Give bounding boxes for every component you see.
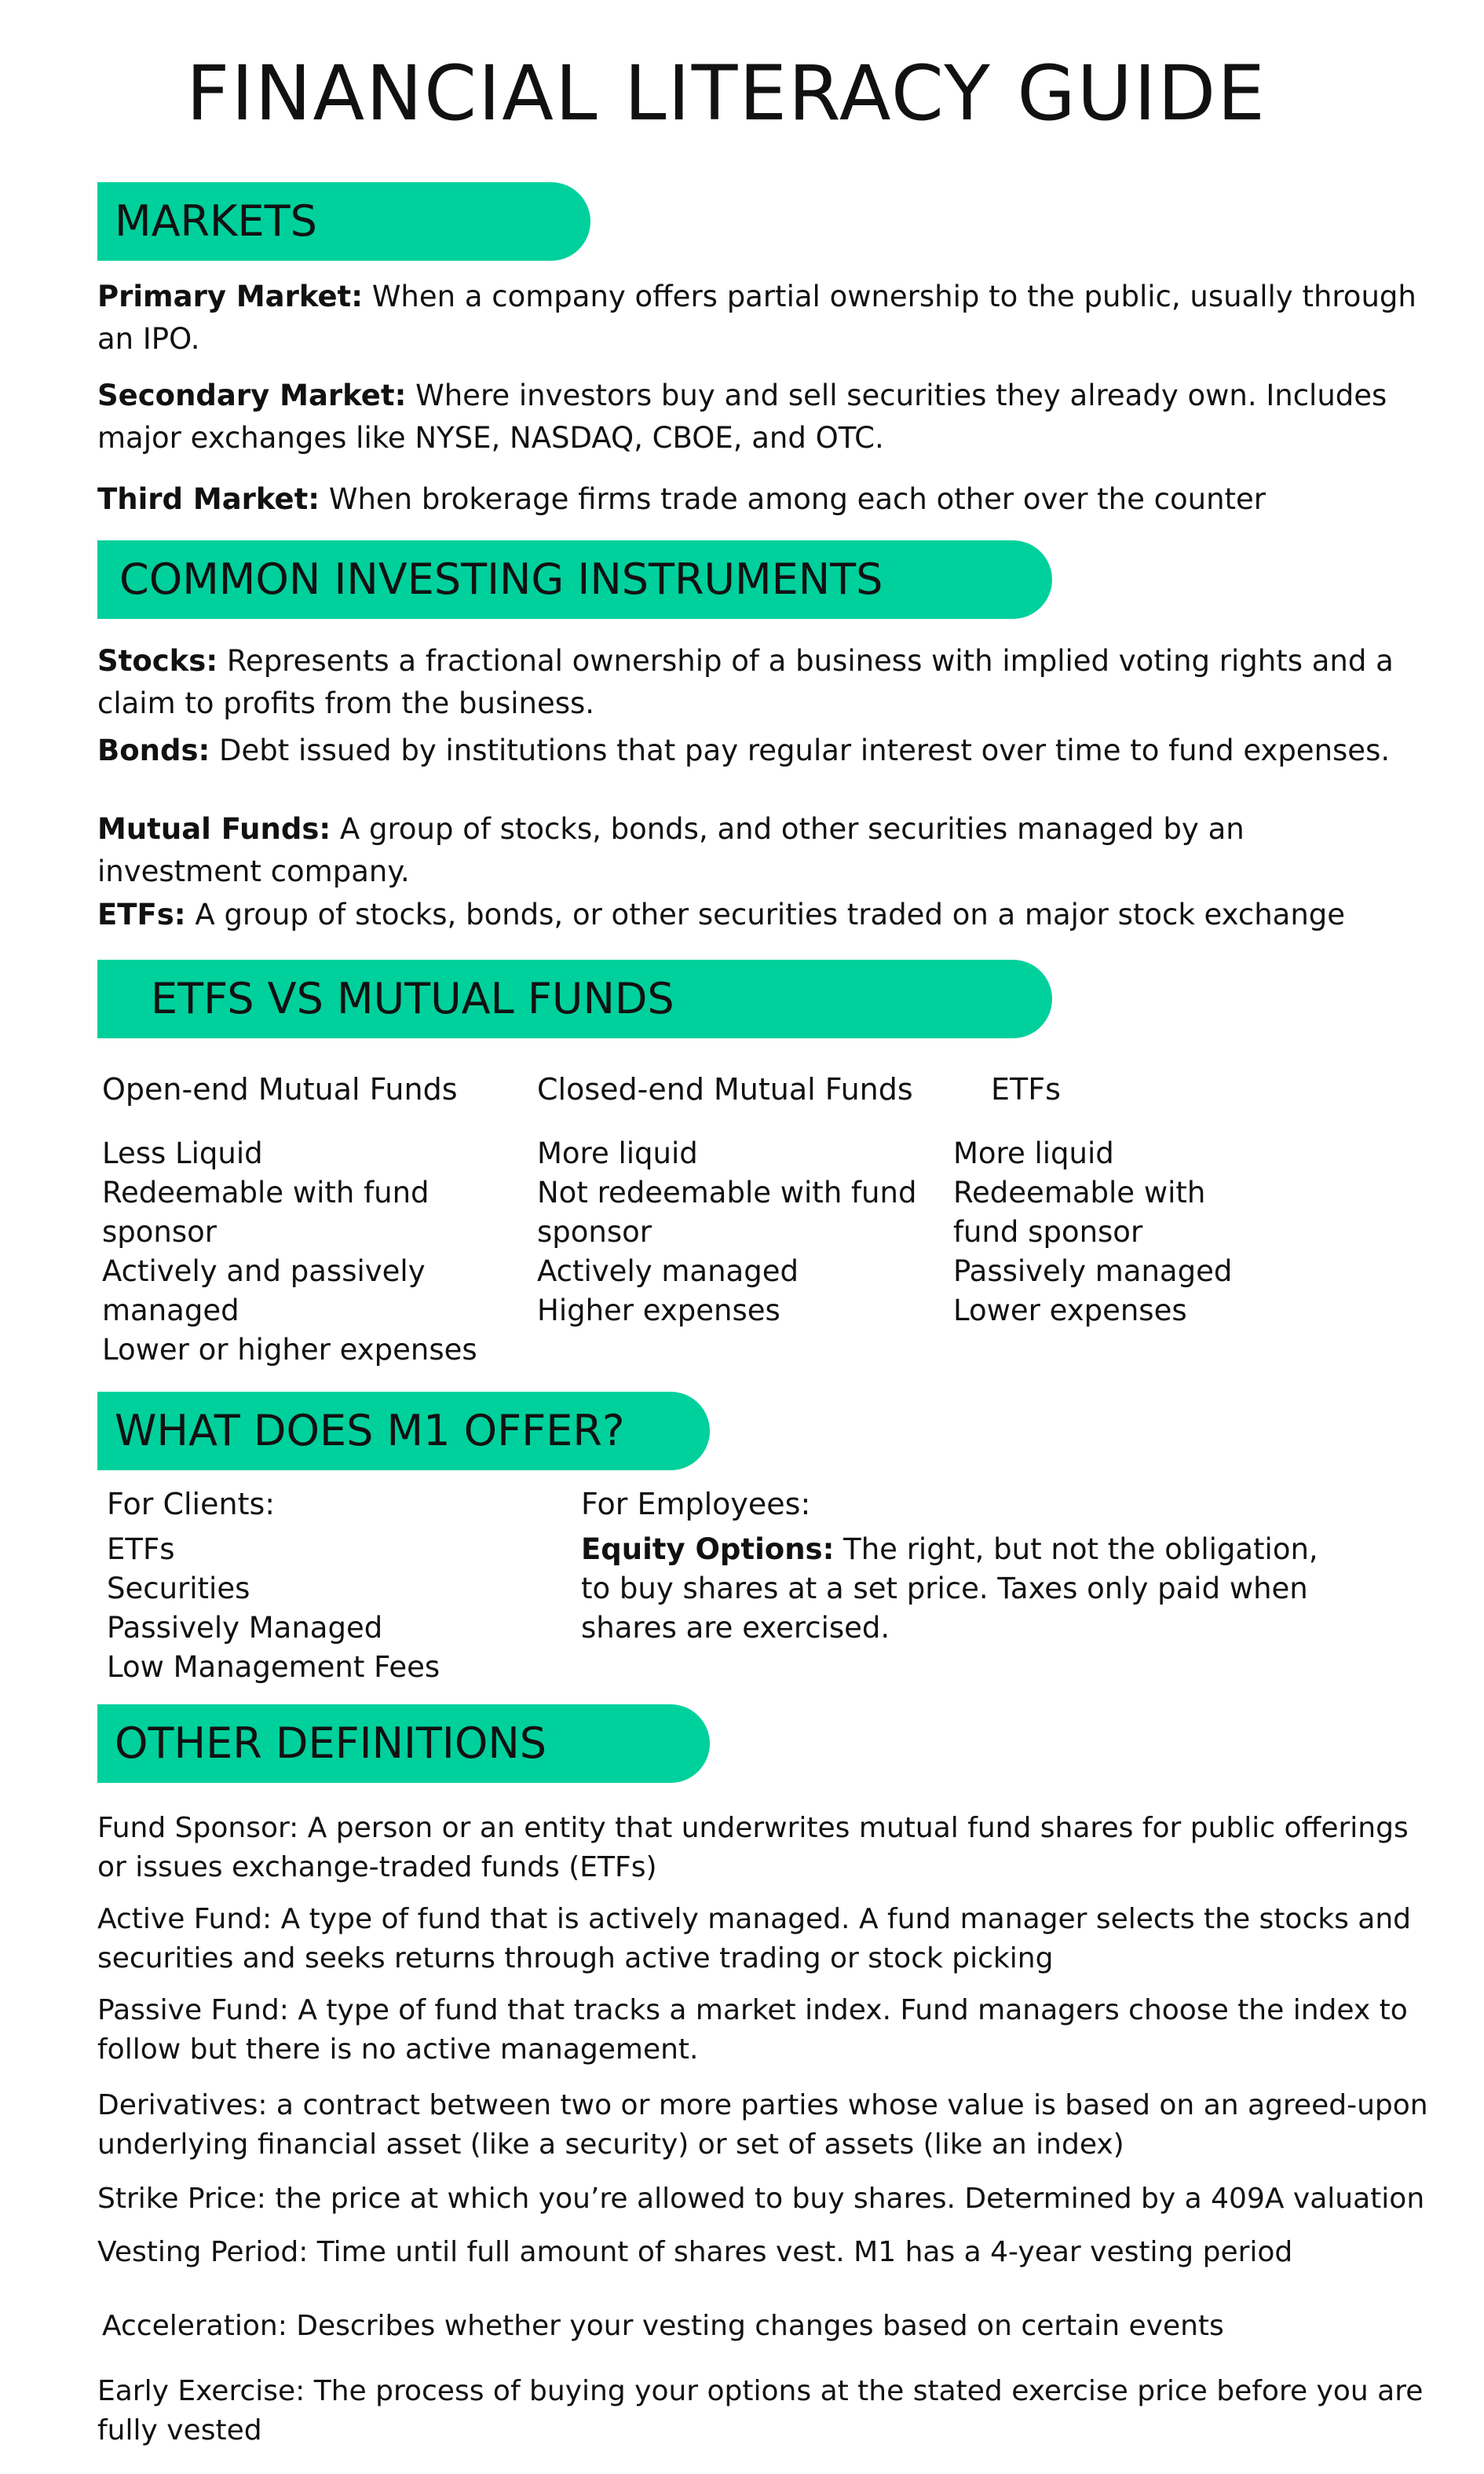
comparison-column-open-end (102, 1134, 495, 1370)
section-banner-definitions (97, 1704, 710, 1783)
definition-third-market (97, 478, 1416, 521)
list-item: Low Management Fees (107, 1650, 440, 1684)
column-header-closed-end: Closed-end Mutual Funds (537, 1072, 913, 1107)
definition-active-fund: Active Fund: A type of fund that is actively managed. A fund manager selects the stocks and securities and seeks returns through active trading or stock picking (97, 1903, 1412, 1974)
term: ETFs: (97, 898, 186, 931)
section-banner-offer (97, 1392, 710, 1470)
term: Equity Options: (581, 1532, 835, 1566)
definition-fund-sponsor: Fund Sponsor: A person or an entity that underwrites mutual fund shares for public offerings or issues exchange-traded funds (ETFs) (97, 1812, 1409, 1883)
section-banner-markets (97, 182, 590, 261)
term: Bonds: (97, 734, 210, 767)
list-item: Higher expenses (537, 1294, 780, 1327)
list-item: Lower expenses (953, 1294, 1187, 1327)
list-item: Less Liquid (102, 1136, 263, 1170)
list-item: Redeemable with fund sponsor (102, 1176, 429, 1249)
list-item: Redeemable with fund sponsor (953, 1176, 1206, 1249)
section-heading: OTHER DEFINITIONS (115, 1718, 546, 1768)
definition-strike-price: Strike Price: the price at which you’re allowed to buy shares. Determined by a 409A valuation (97, 2183, 1425, 2215)
section-heading: COMMON INVESTING INSTRUMENTS (119, 554, 883, 604)
column-header-open-end: Open-end Mutual Funds (102, 1072, 458, 1107)
section-banner-instruments (97, 540, 1052, 619)
definition-bonds (97, 730, 1416, 772)
definition-early-exercise: Early Exercise: The process of buying your options at the stated exercise price before you are fully vested (97, 2375, 1424, 2447)
term-text: When brokerage firms trade among each other over the counter (328, 482, 1267, 516)
definition-mutual-funds (97, 808, 1416, 893)
clients-list (107, 1530, 578, 1687)
list-item: Passively Managed (107, 1611, 383, 1645)
definition-passive-fund: Passive Fund: A type of fund that tracks a market index. Fund managers choose the index to follow but there is no active management. (97, 1994, 1408, 2066)
list-item: ETFs (107, 1532, 175, 1566)
term: Stocks: (97, 644, 218, 678)
section-banner-comparison (97, 960, 1052, 1038)
term: Mutual Funds: (97, 812, 331, 846)
term-text: A group of stocks, bonds, and other securities managed by an investment company. (97, 812, 1245, 888)
term-text: A group of stocks, bonds, or other securities traded on a major stock exchange (195, 898, 1346, 931)
column-header-etfs: ETFs (991, 1072, 1061, 1107)
employees-header: For Employees: (581, 1487, 811, 1521)
term-text: Where investors buy and sell securities they already own. Includes major exchanges like NYSE, NASDAQ, CBOE, and OTC. (97, 379, 1387, 455)
page-title: FINANCIAL LITERACY GUIDE (186, 49, 1267, 137)
term-text: Debt issued by institutions that pay regular interest over time to fund expenses. (219, 734, 1391, 767)
list-item: Securities (107, 1572, 250, 1605)
employees-equity-options (581, 1530, 1351, 1648)
section-heading: MARKETS (115, 196, 317, 246)
definition-derivatives: Derivatives: a contract between two or more parties whose value is based on an agreed-upon underlying financial asset (like a security) or set of assets (like an index) (97, 2089, 1428, 2161)
term: Secondary Market: (97, 379, 407, 412)
term: Primary Market: (97, 280, 364, 313)
definition-etfs (97, 894, 1416, 936)
term-text: When a company offers partial ownership to the public, usually through an IPO. (97, 280, 1416, 356)
comparison-column-closed-end (537, 1134, 945, 1330)
term: Third Market: (97, 482, 320, 516)
clients-header: For Clients: (107, 1487, 276, 1521)
definition-primary-market (97, 276, 1416, 360)
list-item: Actively and passively managed (102, 1254, 426, 1327)
definition-vesting-period: Vesting Period: Time until full amount of shares vest. M1 has a 4-year vesting period (97, 2236, 1293, 2268)
comparison-column-etfs (953, 1134, 1267, 1330)
section-heading: ETFS VS MUTUAL FUNDS (151, 974, 674, 1023)
term-text: The right, but not the obligation, to buy shares at a set price. Taxes only paid when shares are exercised. (581, 1532, 1318, 1645)
list-item: Passively managed (953, 1254, 1233, 1288)
definition-stocks (97, 640, 1416, 725)
definition-acceleration: Acceleration: Describes whether your vesting changes based on certain events (102, 2310, 1224, 2342)
section-heading: WHAT DOES M1 OFFER? (115, 1406, 625, 1455)
list-item: More liquid (953, 1136, 1114, 1170)
list-item: Lower or higher expenses (102, 1333, 477, 1367)
list-item: More liquid (537, 1136, 698, 1170)
term-text: Represents a fractional ownership of a business with implied voting rights and a claim to profits from the business. (97, 644, 1394, 720)
definition-secondary-market (97, 375, 1416, 459)
list-item: Actively managed (537, 1254, 799, 1288)
list-item: Not redeemable with fund sponsor (537, 1176, 917, 1249)
